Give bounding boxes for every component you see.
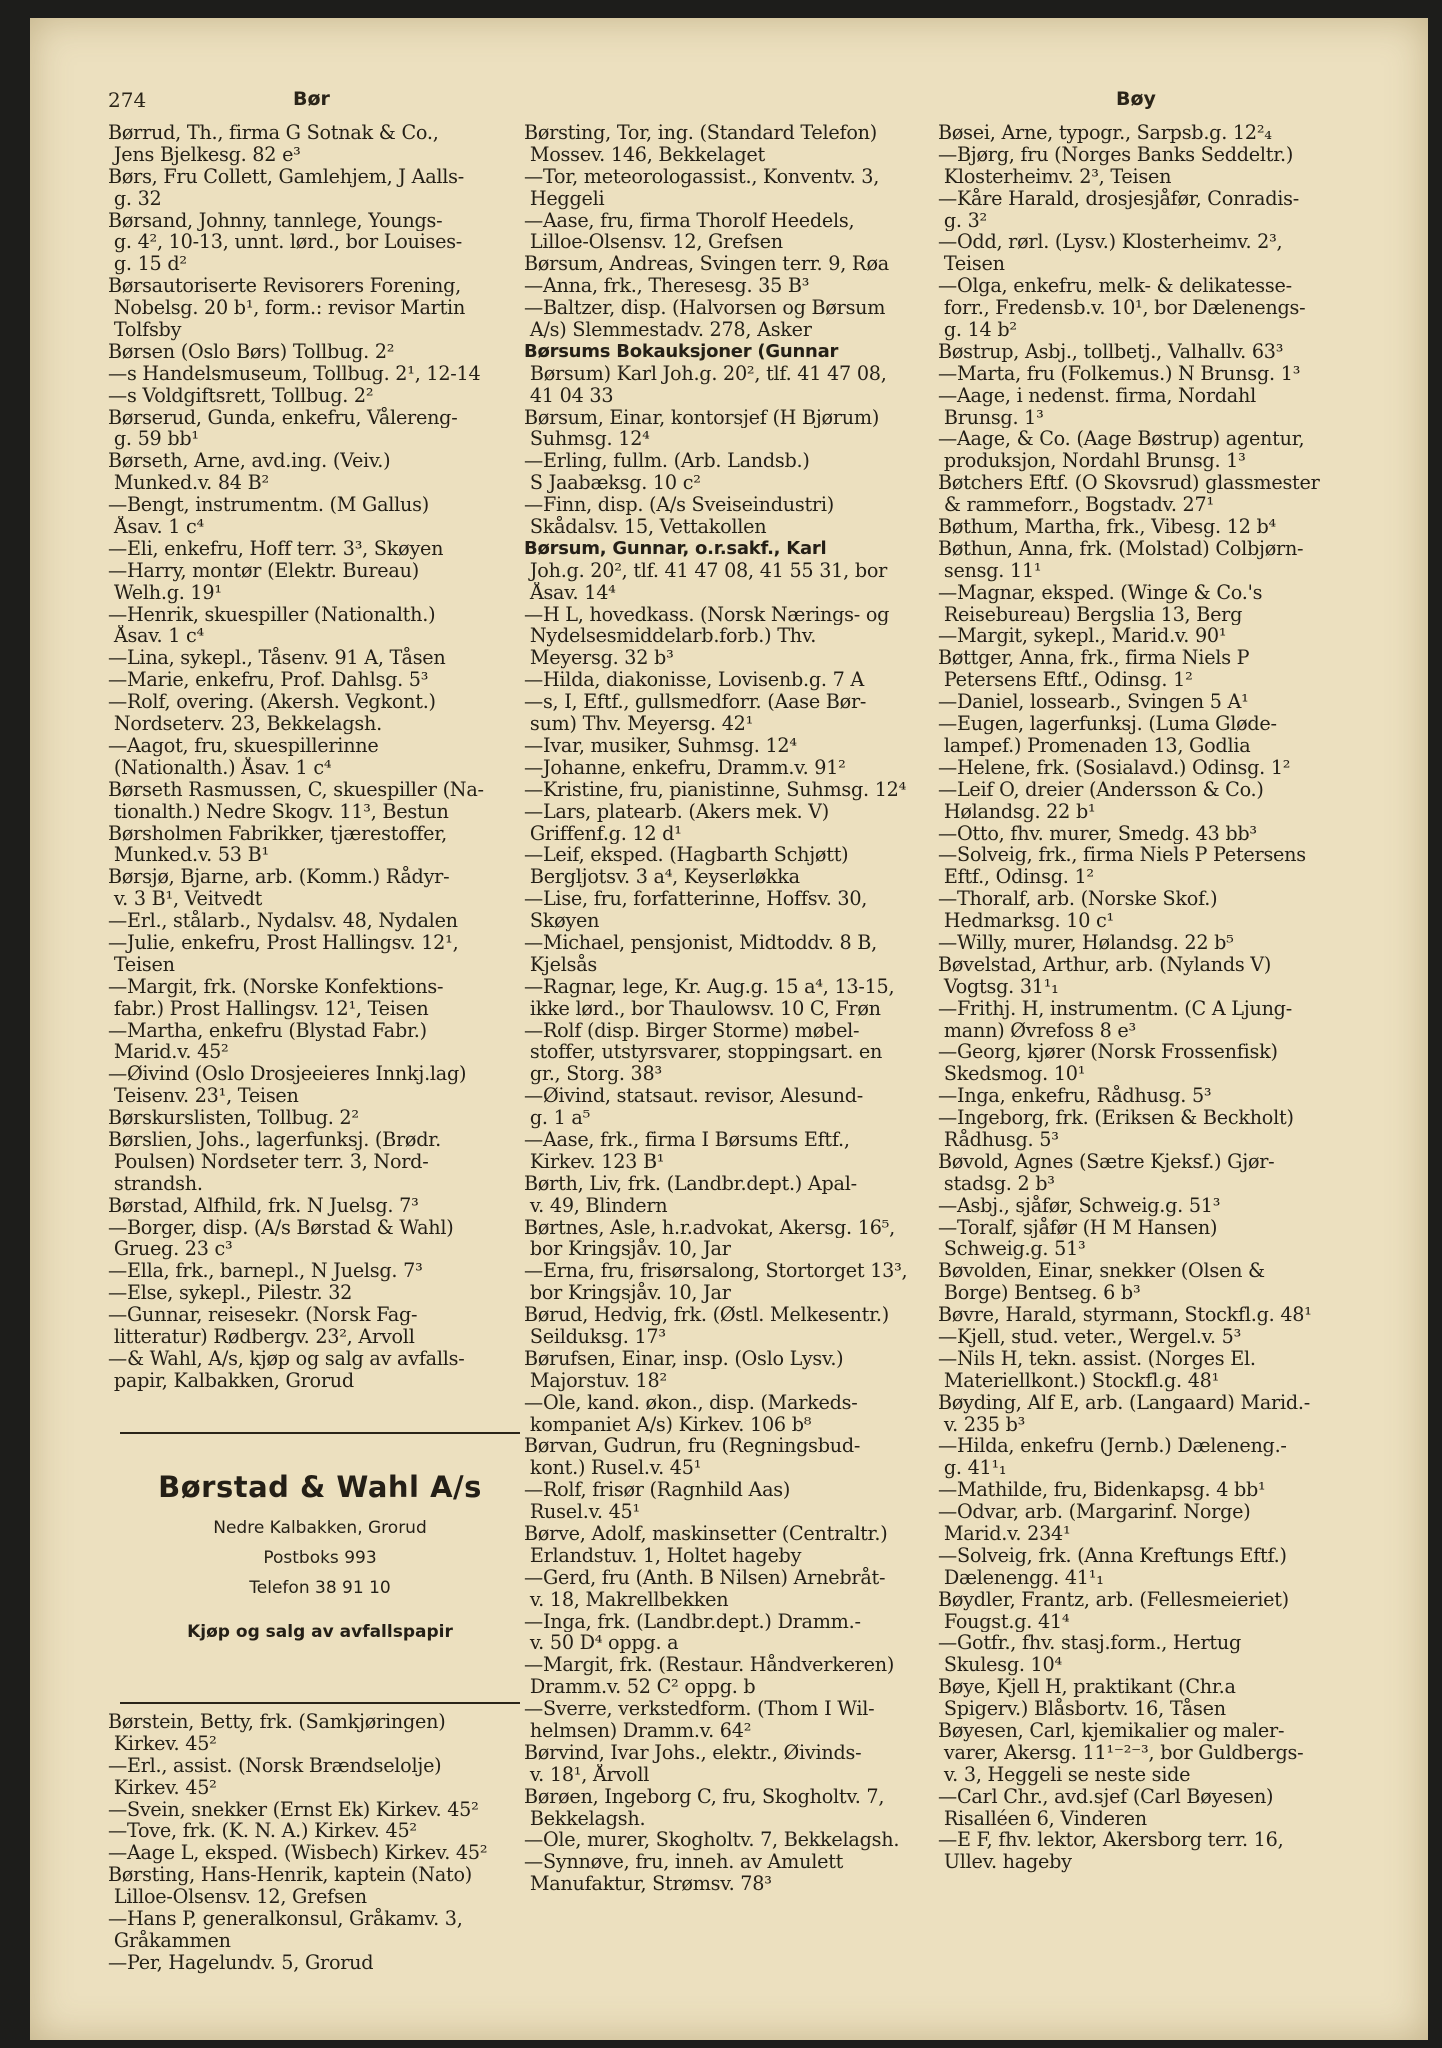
directory-entry-line: Børvind, Ivar Johs., elektr., Øivinds- <box>524 1741 862 1764</box>
directory-entry-line: Bøthun, Anna, frk. (Molstad) Colbjørn- <box>938 537 1304 560</box>
directory-entry-line: —Julie, enkefru, Prost Hallingsv. 12¹, <box>108 931 459 954</box>
directory-entry-line: Børsjø, Bjarne, arb. (Komm.) Rådyr- <box>108 866 450 889</box>
directory-entry-line: —Margit, sykepl., Marid.v. 90¹ <box>938 625 1227 648</box>
directory-entry-line: helmsen) Dramm.v. 64² <box>524 1720 752 1742</box>
directory-entry-line: Manufaktur, Strømsv. 78³ <box>524 1873 772 1896</box>
directory-entry-line: Børsautoriserte Revisorers Forening, <box>108 275 461 298</box>
directory-entry-line: g. 1 a⁵ <box>524 1107 591 1129</box>
directory-entry-line: Børsholmen Fabrikker, tjærestoffer, <box>108 822 447 845</box>
directory-entry-line: Fougst.g. 41⁴ <box>938 1610 1070 1633</box>
directory-entry-line: g. 15 d² <box>108 253 187 276</box>
directory-entry-line: —Eugen, lagerfunksj. (Luma Gløde- <box>938 713 1277 735</box>
directory-entry-line: Bekkelagsh. <box>524 1807 646 1830</box>
directory-entry-line: —Borger, disp. (A/s Børstad & Wahl) <box>108 1216 454 1239</box>
directory-entry-line: Børsand, Johnny, tannlege, Youngs- <box>108 209 443 232</box>
directory-entry-line: Bøtchers Eftf. (O Skovsrud) glassmester <box>938 472 1320 495</box>
directory-entry-line: —Harry, montør (Elektr. Bureau) <box>108 559 419 582</box>
directory-entry-line: Skådalsv. 15, Vettakollen <box>524 516 767 538</box>
directory-entry-line: Børsum) Karl Joh.g. 20², tlf. 41 47 08, <box>524 362 887 385</box>
directory-entry-line: —Marie, enkefru, Prof. Dahlsg. 5³ <box>108 669 429 692</box>
column-1 <box>108 122 528 1392</box>
directory-entry-line: —s Handelsmuseum, Tollbug. 2¹, 12-14 <box>108 362 481 385</box>
directory-entry-line: Nobelsg. 20 b¹, form.: revisor Martin <box>108 297 466 320</box>
directory-entry-line: —Erna, fru, frisørsalong, Stortorget 13³, <box>524 1260 908 1283</box>
directory-entry-line: Mossev. 146, Bekkelaget <box>524 143 765 166</box>
directory-entry-line: Bøvelstad, Arthur, arb. (Nylands V) <box>938 953 1272 976</box>
directory-entry-line: Åsav. 1 c⁴ <box>108 625 204 648</box>
directory-entry-line: —Erl., assist. (Norsk Brændselolje) <box>108 1754 442 1777</box>
directory-entry-line: Heggeli <box>524 187 605 210</box>
directory-entry-line: bor Kringsjåv. 10, Jar <box>524 1282 731 1305</box>
directory-entry-line: Materiellkont.) Stockfl.g. 48¹ <box>938 1369 1220 1392</box>
directory-entry-line: Lilloe-Olsensv. 12, Grefsen <box>108 1886 367 1909</box>
directory-entry-line: —Gunnar, reisesekr. (Norsk Fag- <box>108 1304 418 1326</box>
directory-entry-line: Børsum, Einar, kontorsjef (H Bjørum) <box>524 406 880 429</box>
directory-entry-line: —Else, sykepl., Pilestr. 32 <box>108 1282 353 1305</box>
ad-title: Børstad & Wahl A/s <box>158 1470 482 1504</box>
directory-entry-line: & rammeforr., Bogstadv. 27¹ <box>938 494 1214 517</box>
directory-entry-line: —s, I, Eftf., gullsmedforr. (Aase Bør- <box>524 691 867 714</box>
directory-entry-line: Børskurslisten, Tollbug. 2² <box>108 1107 359 1129</box>
directory-entry-line: —Nils H, tekn. assist. (Norges El. <box>938 1347 1256 1370</box>
directory-entry-line: —s Voldgiftsrett, Tollbug. 2² <box>108 384 374 407</box>
directory-entry-line: S Jaabæksg. 10 c² <box>524 472 701 495</box>
directory-entry-line: Bøye, Kjell H, praktikant (Chr.a <box>938 1676 1236 1699</box>
directory-entry-line: litteratur) Rødbergv. 23², Arvoll <box>108 1325 415 1348</box>
directory-entry-line: g. 14 b² <box>938 319 1017 341</box>
directory-entry-line: —Kjell, stud. veter., Wergel.v. 5³ <box>938 1325 1242 1348</box>
directory-entry-line: —Kristine, fru, pianistinne, Suhmsg. 12⁴ <box>524 778 907 801</box>
directory-entry-line: Bøttger, Anna, frk., firma Niels P <box>938 647 1250 670</box>
directory-entry-line: —E F, fhv. lektor, Akersborg terr. 16, <box>938 1829 1284 1852</box>
directory-entry-line: —Eli, enkefru, Hoff terr. 3³, Skøyen <box>108 537 444 560</box>
directory-entry-line: —Solveig, frk., firma Niels P Petersens <box>938 844 1306 867</box>
directory-entry-line: Bøvold, Agnes (Sætre Kjeksf.) Gjør- <box>938 1150 1275 1173</box>
directory-entry-line: g. 3² <box>938 209 987 232</box>
directory-entry-line: Suhmsg. 12⁴ <box>524 428 650 451</box>
directory-entry-line: —Ole, murer, Skogholtv. 7, Bekkelagsh. <box>524 1829 900 1852</box>
directory-entry-line: —Erling, fullm. (Arb. Landsb.) <box>524 450 810 473</box>
directory-entry-line: Griffenf.g. 12 d¹ <box>524 822 682 845</box>
directory-entry-line: —Ole, kand. økon., disp. (Markeds- <box>524 1391 858 1414</box>
directory-entry-line: Bøyding, Alf E, arb. (Langaard) Marid.- <box>938 1391 1310 1414</box>
directory-entry-line: Joh.g. 20², tlf. 41 47 08, 41 55 31, bor <box>524 559 888 582</box>
directory-entry-line: —Per, Hagelundv. 5, Grorud <box>108 1951 374 1974</box>
directory-entry-line: Bøvolden, Einar, snekker (Olsen & <box>938 1260 1265 1283</box>
directory-entry-line: —Hans P, generalkonsul, Gråkamv. 3, <box>108 1908 463 1930</box>
directory-entry-line: fabr.) Prost Hallingsv. 12¹, Teisen <box>108 997 429 1020</box>
directory-entry-line: Rusel.v. 45¹ <box>524 1501 640 1523</box>
directory-entry-line: —Margit, frk. (Norske Konfektions- <box>108 975 444 998</box>
directory-entry-line: —Ingeborg, frk. (Eriksen & Beckholt) <box>938 1107 1294 1129</box>
directory-entry-line: Tolfsby <box>108 319 182 341</box>
directory-entry-line: Majorstuv. 18² <box>524 1369 667 1392</box>
directory-entry-line: Munked.v. 84 B² <box>108 472 269 495</box>
directory-entry-line: Welh.g. 19¹ <box>108 581 222 604</box>
directory-entry-line: Bøyesen, Carl, kjemikalier og maler- <box>938 1720 1285 1742</box>
directory-entry-line: Børth, Liv, frk. (Landbr.dept.) Apal- <box>524 1172 857 1195</box>
directory-entry-line: —Lise, fru, forfatterinne, Hoffsv. 30, <box>524 888 868 911</box>
directory-entry-line: Børseth Rasmussen, C, skuespiller (Na- <box>108 778 484 801</box>
directory-entry-line: —Finn, disp. (A/s Sveiseindustri) <box>524 494 834 517</box>
directory-entry-line: —Asbj., sjåfør, Schweig.g. 51³ <box>938 1194 1221 1217</box>
directory-entry-line: Spigerv.) Blåsbortv. 16, Tåsen <box>938 1698 1226 1721</box>
directory-entry-line: Børsen (Oslo Børs) Tollbug. 2² <box>108 340 395 363</box>
directory-entry-line: Bøsei, Arne, typogr., Sarpsb.g. 12²₄ <box>938 122 1272 144</box>
directory-entry-line: Teisen <box>938 253 1005 276</box>
directory-entry-line: Børserud, Gunda, enkefru, Vålereng- <box>108 406 458 429</box>
directory-entry-line: —Gerd, fru (Anth. B Nilsen) Arnebråt- <box>524 1566 886 1589</box>
ad-tagline: Kjøp og salg av avfallspapir <box>187 1622 453 1642</box>
directory-entry-line: strandsh. <box>108 1172 203 1195</box>
page-number: 274 <box>108 88 147 112</box>
directory-entry-line: —Daniel, lossearb., Svingen 5 A¹ <box>938 691 1249 714</box>
directory-entry-line: —Tove, frk. (K. N. A.) Kirkev. 45² <box>108 1820 417 1843</box>
directory-entry-line: tionalth.) Nedre Skogv. 11³, Bestun <box>108 800 449 823</box>
directory-entry-line: —Willy, murer, Hølandsg. 22 b⁵ <box>938 931 1234 954</box>
directory-entry-line: Grueg. 23 c³ <box>108 1238 233 1261</box>
directory-entry-line: —Lars, platearb. (Akers mek. V) <box>524 800 830 823</box>
directory-entry-line: g. 59 bb¹ <box>108 428 199 451</box>
directory-entry-line: —Synnøve, fru, inneh. av Amulett <box>524 1851 844 1874</box>
right-running-head: Bøy <box>1116 88 1156 110</box>
directory-entry-line: —Johanne, enkefru, Dramm.v. 91² <box>524 756 846 779</box>
directory-entry-line: —Helene, frk. (Sosialavd.) Odinsg. 1² <box>938 756 1291 779</box>
directory-entry-line: —Lina, sykepl., Tåsenv. 91 A, Tåsen <box>108 647 446 670</box>
directory-entry-line: —Inga, enkefru, Rådhusg. 5³ <box>938 1085 1212 1108</box>
directory-entry-line: —Inga, frk. (Landbr.dept.) Dramm.- <box>524 1610 861 1633</box>
directory-entry-line: —Aase, fru, firma Thorolf Heedels, <box>524 209 855 232</box>
directory-entry-line: —Sverre, verkstedform. (Thom I Wil- <box>524 1698 875 1721</box>
directory-entry-line: kont.) Rusel.v. 45¹ <box>524 1457 702 1480</box>
directory-entry-line: produksjon, Nordahl Brunsg. 1³ <box>938 450 1246 473</box>
directory-entry-line: Børvan, Gudrun, fru (Regningsbud- <box>524 1435 861 1458</box>
directory-entry-line: gr., Storg. 38³ <box>524 1063 662 1086</box>
directory-entry-line: —Margit, frk. (Restaur. Håndverkeren) <box>524 1654 895 1677</box>
directory-entry-line: —Otto, fhv. murer, Smedg. 43 bb³ <box>938 822 1257 845</box>
directory-entry-line: —Leif, eksped. (Hagbarth Schjøtt) <box>524 844 849 867</box>
directory-entry-line: —Solveig, frk. (Anna Kreftungs Eftf.) <box>938 1544 1287 1567</box>
directory-entry-line: —Odvar, arb. (Margarinf. Norge) <box>938 1501 1251 1523</box>
directory-entry-line: Børs, Fru Collett, Gamlehjem, J Aalls- <box>108 165 464 188</box>
directory-entry-line: Petersens Eftf., Odinsg. 1² <box>938 669 1193 692</box>
directory-entry-line: —Marta, fru (Folkemus.) N Brunsg. 1³ <box>938 362 1301 385</box>
directory-entry-line: —Thoralf, arb. (Norske Skof.) <box>938 888 1218 911</box>
directory-entry-line: g. 32 <box>108 187 162 210</box>
directory-entry-line: Risalléen 6, Vinderen <box>938 1807 1147 1830</box>
directory-entry-line: Børrud, Th., firma G Sotnak & Co., <box>108 122 439 144</box>
directory-entry-line: —Rolf, frisør (Ragnhild Aas) <box>524 1479 791 1502</box>
directory-entry-line: —Ivar, musiker, Suhmsg. 12⁴ <box>524 734 797 757</box>
directory-entry-line: —Rolf (disp. Birger Storme) møbel- <box>524 1019 860 1042</box>
directory-entry-line: —Aage, i nedenst. firma, Nordahl <box>938 384 1256 407</box>
directory-entry-line: Bøthum, Martha, frk., Vibesg. 12 b⁴ <box>938 516 1276 538</box>
directory-entry-line: —Bjørg, fru (Norges Banks Seddeltr.) <box>938 143 1294 166</box>
directory-entry-line: —Gotfr., fhv. stasj.form., Hertug <box>938 1632 1242 1655</box>
directory-entry-line: Brunsg. 1³ <box>938 406 1044 429</box>
directory-entry-line: Hedmarksg. 10 c¹ <box>938 910 1114 932</box>
directory-entry-line: Børufsen, Einar, insp. (Oslo Lysv.) <box>524 1347 844 1370</box>
directory-entry-line: v. 3 B¹, Veitvedt <box>108 888 263 911</box>
directory-entry-line: Skøyen <box>524 910 600 932</box>
directory-entry-line: Gråkammen <box>108 1929 231 1952</box>
directory-entry-line: —Øivind, statsaut. revisor, Alesund- <box>524 1085 863 1108</box>
directory-entry-line: Marid.v. 234¹ <box>938 1523 1071 1545</box>
directory-entry-line: Børseth, Arne, avd.ing. (Veiv.) <box>108 450 391 473</box>
directory-entry-line: Skedsmog. 10¹ <box>938 1063 1086 1086</box>
directory-entry-line: —Hilda, diakonisse, Lovisenb.g. 7 A <box>524 669 864 692</box>
directory-entry-line: Børsum, Gunnar, o.r.sakf., Karl <box>524 537 827 559</box>
directory-entry-line: bor Kringsjåv. 10, Jar <box>524 1238 731 1261</box>
directory-entry-line: kompaniet A/s) Kirkev. 106 b⁸ <box>524 1413 812 1436</box>
directory-entry-line: —Hilda, enkefru (Jernb.) Dæleneng.- <box>938 1435 1287 1458</box>
directory-entry-line: —Kåre Harald, drosjesjåfør, Conradis- <box>938 187 1299 210</box>
column-2 <box>524 122 944 1895</box>
column-1-continued <box>108 1711 528 1974</box>
directory-entry-line: —Henrik, skuespiller (Nationalth.) <box>108 603 436 626</box>
directory-entry-line: —Leif O, dreier (Andersson & Co.) <box>938 778 1264 801</box>
directory-entry-line: —Anna, frk., Theresesg. 35 B³ <box>524 275 810 298</box>
directory-entry-line: Bøstrup, Asbj., tollbetj., Valhallv. 63³ <box>938 340 1284 363</box>
directory-entry-line: Børstein, Betty, frk. (Samkjøringen) <box>108 1711 446 1733</box>
directory-entry-line: —H L, hovedkass. (Norsk Nærings- og <box>524 603 890 626</box>
directory-entry-line: Dramm.v. 52 C² oppg. b <box>524 1676 756 1699</box>
directory-entry-line: Rådhusg. 5³ <box>938 1128 1059 1151</box>
directory-entry-line: Børtnes, Asle, h.r.advokat, Akersg. 16⁵, <box>524 1216 895 1239</box>
directory-entry-line: Kjelsås <box>524 953 598 976</box>
directory-entry-line: —Aagot, fru, skuespillerinne <box>108 734 379 757</box>
directory-entry-line: —Toralf, sjåfør (H M Hansen) <box>938 1216 1218 1239</box>
ad-address: Nedre Kalbakken, Grorud <box>213 1518 427 1538</box>
directory-entry-line: —Baltzer, disp. (Halvorsen og Børsum <box>524 297 886 320</box>
directory-entry-line: mann) Øvrefoss 8 e³ <box>938 1019 1136 1042</box>
directory-entry-line: Kirkev. 123 B¹ <box>524 1150 665 1173</box>
directory-entry-line: Hølandsg. 22 b¹ <box>938 800 1096 823</box>
directory-entry-line: —Rolf, overing. (Akersh. Vegkont.) <box>108 691 436 714</box>
directory-entry-line: Lilloe-Olsensv. 12, Grefsen <box>524 231 783 254</box>
directory-entry-line: Børstad, Alfhild, frk. N Juelsg. 7³ <box>108 1194 419 1217</box>
directory-entry-line: —Ella, frk., barnepl., N Juelsg. 7³ <box>108 1260 423 1283</box>
directory-entry-line: v. 3, Heggeli se neste side <box>938 1763 1191 1786</box>
directory-entry-line: Seilduksg. 17³ <box>524 1325 666 1348</box>
directory-entry-line: Vogtsg. 31¹₁ <box>938 975 1059 998</box>
directory-entry-line: —Bengt, instrumentm. (M Gallus) <box>108 494 429 517</box>
directory-entry-line: —Svein, snekker (Ernst Ek) Kirkev. 45² <box>108 1798 479 1821</box>
ad-telephone: Telefon 38 91 10 <box>249 1578 391 1598</box>
advertisement-box <box>120 1432 520 1704</box>
directory-entry-line: —Aase, frk., firma I Børsums Eftf., <box>524 1128 850 1151</box>
directory-entry-line: Ullev. hageby <box>938 1851 1072 1874</box>
directory-entry-line: —Ragnar, lege, Kr. Aug.g. 15 a⁴, 13-15, <box>524 975 895 998</box>
directory-entry-line: stadsg. 2 b³ <box>938 1172 1055 1195</box>
directory-entry-line: Marid.v. 45² <box>108 1041 229 1064</box>
directory-entry-line: v. 235 b³ <box>938 1413 1026 1436</box>
directory-entry-line: —Aage, & Co. (Aage Bøstrup) agentur, <box>938 428 1305 451</box>
directory-entry-line: Nordseterv. 23, Bekkelagsh. <box>108 713 382 735</box>
directory-entry-line: Åsav. 14⁴ <box>524 581 616 604</box>
directory-entry-line: —Georg, kjører (Norsk Frossenfisk) <box>938 1041 1278 1064</box>
directory-entry-line: Kirkev. 45² <box>108 1732 217 1755</box>
directory-entry-line: Schweig.g. 51³ <box>938 1238 1086 1261</box>
directory-entry-line: Børsums Bokauksjoner (Gunnar <box>524 340 839 362</box>
directory-entry-line: Børsting, Hans-Henrik, kaptein (Nato) <box>108 1864 473 1887</box>
directory-entry-line: Åsav. 1 c⁴ <box>108 516 204 538</box>
directory-entry-line: Bøvre, Harald, styrmann, Stockfl.g. 48¹ <box>938 1304 1312 1326</box>
directory-entry-line: Munked.v. 53 B¹ <box>108 844 269 867</box>
directory-entry-line: Eftf., Odinsg. 1² <box>938 866 1094 889</box>
directory-entry-line: —Magnar, eksped. (Winge & Co.'s <box>938 581 1263 604</box>
directory-entry-line: Børud, Hedvig, frk. (Østl. Melkesentr.) <box>524 1304 889 1326</box>
directory-entry-line: —Carl Chr., avd.sjef (Carl Bøyesen) <box>938 1785 1274 1808</box>
directory-entry-line: v. 50 D⁴ oppg. a <box>524 1632 679 1655</box>
directory-entry-line: Børsting, Tor, ing. (Standard Telefon) <box>524 122 878 144</box>
directory-entry-line: Jens Bjelkesg. 82 e³ <box>108 143 301 166</box>
directory-entry-line: sensg. 11¹ <box>938 559 1042 582</box>
directory-entry-line: —Michael, pensjonist, Midtoddv. 8 B, <box>524 931 877 954</box>
directory-entry-line: (Nationalth.) Åsav. 1 c⁴ <box>108 756 332 779</box>
directory-entry-line: —Frithj. H, instrumentm. (C A Ljung- <box>938 997 1292 1020</box>
directory-entry-line: Erlandstuv. 1, Holtet hageby <box>524 1544 802 1567</box>
directory-entry-line: v. 49, Blindern <box>524 1194 668 1217</box>
directory-entry-line: sum) Thv. Meyersg. 42¹ <box>524 713 754 735</box>
directory-entry-line: —Aage L, eksped. (Wisbech) Kirkev. 45² <box>108 1842 488 1865</box>
directory-entry-line: ikke lørd., bor Thaulowsv. 10 C, Frøn <box>524 997 881 1020</box>
directory-entry-line: —Øivind (Oslo Drosjeeieres Innkj.lag) <box>108 1063 467 1086</box>
directory-entry-line: Nydelsesmiddelarb.forb.) Thv. <box>524 625 817 648</box>
directory-entry-line: Dælenengg. 41¹₁ <box>938 1566 1104 1589</box>
directory-entry-line: g. 41¹₁ <box>938 1457 1007 1480</box>
directory-entry-line: Reisebureau) Bergslia 13, Berg <box>938 603 1243 626</box>
directory-entry-line: g. 4², 10-13, unnt. lørd., bor Louises- <box>108 231 463 254</box>
directory-entry-line: Børøen, Ingeborg C, fru, Skogholtv. 7, <box>524 1785 885 1808</box>
directory-entry-line: —& Wahl, A/s, kjøp og salg av avfalls- <box>108 1347 465 1370</box>
directory-entry-line: v. 18¹, Årvoll <box>524 1763 650 1786</box>
directory-entry-line: —Odd, rørl. (Lysv.) Klosterheimv. 2³, <box>938 231 1283 254</box>
directory-entry-line: varer, Akersg. 11¹⁻²⁻³, bor Guldbergs- <box>938 1741 1304 1764</box>
directory-entry-line: —Mathilde, fru, Bidenkapsg. 4 bb¹ <box>938 1479 1266 1502</box>
directory-entry-line: Bergljotsv. 3 a⁴, Keyserløkka <box>524 866 800 889</box>
left-running-head: Bør <box>293 88 330 110</box>
directory-entry-line: —Tor, meteorologassist., Konventv. 3, <box>524 165 880 188</box>
column-3 <box>938 122 1358 1873</box>
directory-entry-line: Kirkev. 45² <box>108 1776 217 1799</box>
directory-entry-line: v. 18, Makrellbekken <box>524 1588 729 1611</box>
directory-entry-line: papir, Kalbakken, Grorud <box>108 1369 354 1392</box>
directory-entry-line: Borge) Bentseg. 6 b³ <box>938 1282 1141 1305</box>
directory-entry-line: lampef.) Promenaden 13, Godlia <box>938 734 1251 757</box>
directory-entry-line: Teisen <box>108 953 175 976</box>
directory-entry-line: Klosterheimv. 2³, Teisen <box>938 165 1172 188</box>
directory-entry-line: Skulesg. 10⁴ <box>938 1654 1062 1677</box>
directory-entry-line: 41 04 33 <box>524 384 614 407</box>
directory-entry-line: forr., Fredensb.v. 10¹, bor Dælenengs- <box>938 297 1306 320</box>
directory-entry-line: Børslien, Johs., lagerfunksj. (Brødr. <box>108 1128 441 1151</box>
directory-entry-line: Børve, Adolf, maskinsetter (Centraltr.) <box>524 1523 888 1545</box>
directory-entry-line: Børsum, Andreas, Svingen terr. 9, Røa <box>524 253 889 276</box>
directory-entry-line: Teisenv. 23¹, Teisen <box>108 1085 299 1108</box>
ad-postbox: Postboks 993 <box>263 1548 377 1568</box>
directory-entry-line: Poulsen) Nordseter terr. 3, Nord- <box>108 1150 429 1173</box>
directory-entry-line: —Olga, enkefru, melk- & delikatesse- <box>938 275 1292 298</box>
directory-entry-line: —Erl., stålarb., Nydalsv. 48, Nydalen <box>108 910 458 932</box>
directory-entry-line: stoffer, utstyrsvarer, stoppingsart. en <box>524 1041 883 1064</box>
directory-entry-line: Meyersg. 32 b³ <box>524 647 674 670</box>
directory-entry-line: A/s) Slemmestadv. 278, Asker <box>524 319 812 341</box>
directory-entry-line: —Martha, enkefru (Blystad Fabr.) <box>108 1019 427 1042</box>
directory-entry-line: Bøydler, Frantz, arb. (Fellesmeieriet) <box>938 1588 1289 1611</box>
